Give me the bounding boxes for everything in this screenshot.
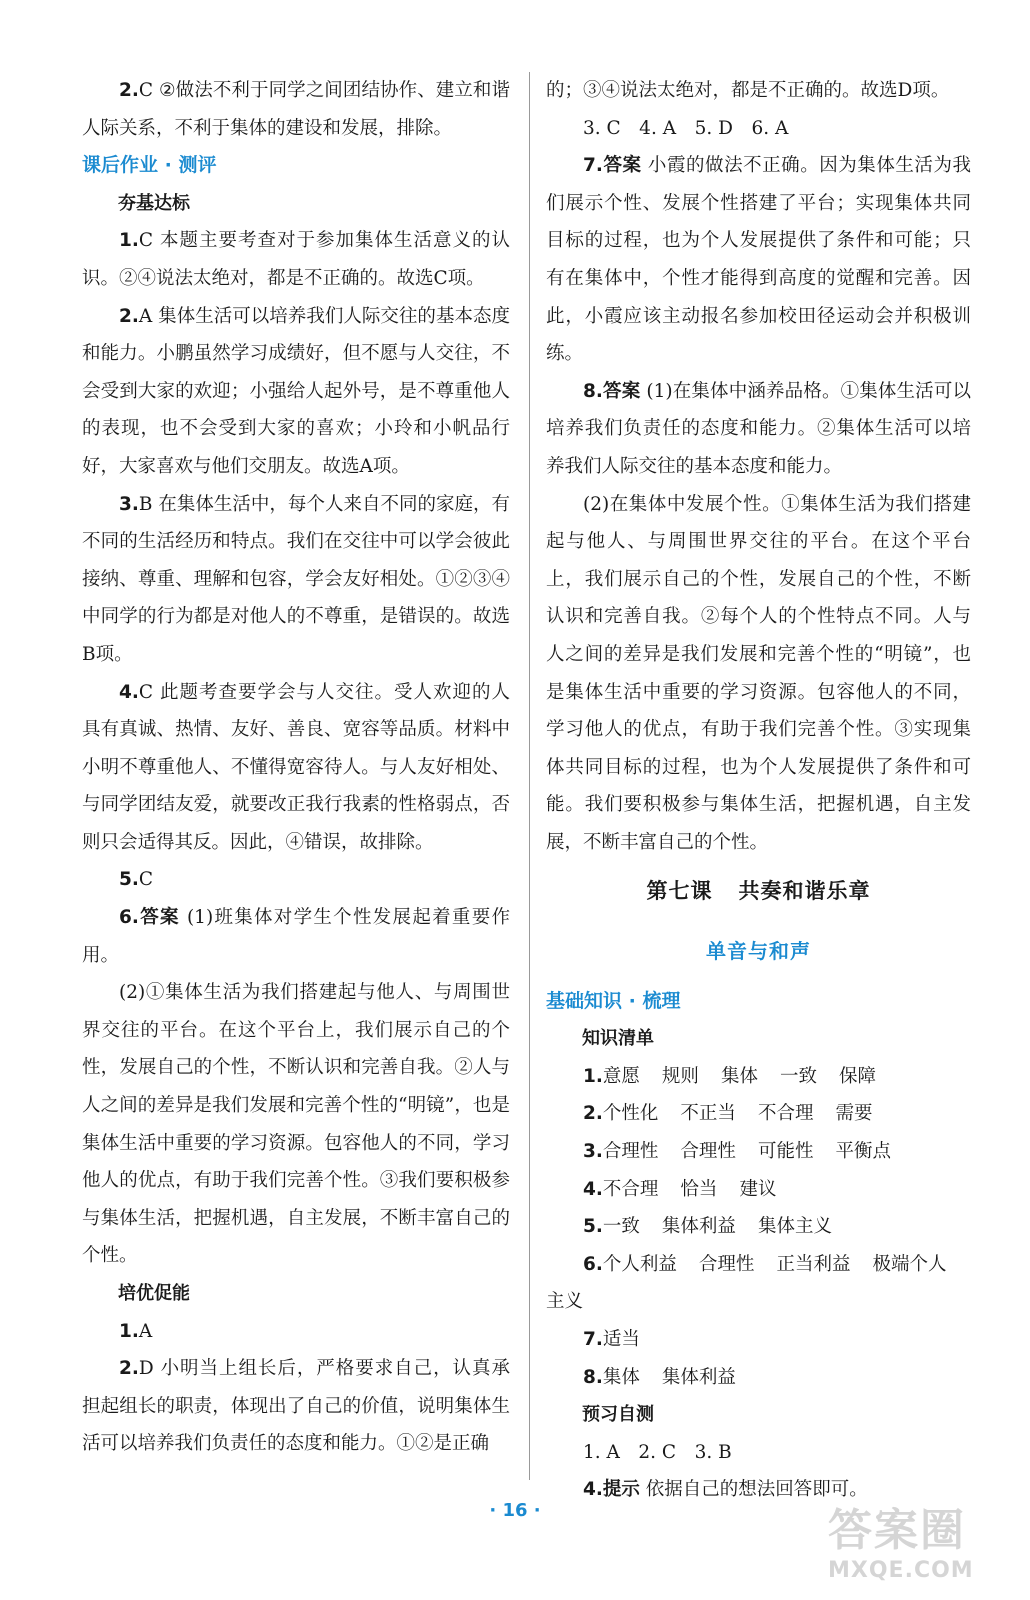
answer-item: 4.提示 依据自己的想法回答即可。 [583,1479,868,1501]
knowledge-item: 4.不合理 恰当 建议 [583,1178,777,1200]
knowledge-item: 6.个人利益 合理性 正当利益 极端个人 [583,1253,947,1275]
answer-item: 1.C 本题主要考查对于参加集体生活意义的认识。②④说法太绝对，都是不正确的。故选C项。 [82,230,510,289]
answer-item: 7.答案 小霞的做法不正确。因为集体生活为我们展示个性、发展个性搭建了平台；实现集体共同目标的过程，也为个人发展提供了条件和可能；只有在集体中，个性才能得到高度的觉醒和完善。因此，小霞应该主动报名参加校田径运动会并积极训练。 [546,155,971,365]
answer-paragraph: (2)在集体中发展个性。①集体生活为我们搭建起与他人、与周围世界交往的平台。在这个平台上，我们展示自己的个性，发展自己的个性，不断认识和完善自我。②每个人的个性特点不同。人与人之间的差异是我们发展和完善个性的“明镜”，也是集体生活中重要的学习资源。包容他人的不同，学习他人的优点，有助于我们完善个性。③实现集体共同目标的过程，也为个人发展提供了条件和可能。我们要积极参与集体生活，把握机遇，自主发展，不断丰富自己的个性。 [546,493,971,853]
answer-list: 3. C 4. A 5. D 6. A [583,117,789,139]
answer-item: 5.C [119,869,154,891]
watermark-logo: 答案圈 MXQE.COM [828,1505,974,1583]
knowledge-item: 7.适当 [583,1329,640,1350]
right-column [546,72,971,1509]
topic-title: 单音与和声 [706,939,811,964]
answer-item: 2.C ②做法不利于同学之间团结协作、建立和谐人际关系，不利于集体的建设和发展，排除。 [82,80,510,139]
knowledge-continuation: 主义 [546,1291,584,1313]
answer-item: 1.A [119,1320,153,1342]
left-column [82,72,510,1463]
answer-list: 1. A 2. C 3. B [583,1441,732,1463]
answer-item: 2.A 集体生活可以培养我们人际交往的基本态度和能力。小鹏虽然学习成绩好，但不愿与人交往，不会受到大家的欢迎；小强给人起外号，是不尊重他人的表现，也不会受到大家的喜欢；小玲和小帆品行好，大家喜欢与他们交朋友。故选A项。 [82,305,510,477]
answer-item: 6.答案 (1)班集体对学生个性发展起着重要作用。 [82,907,510,966]
knowledge-item: 3.合理性 合理性 可能性 平衡点 [583,1141,891,1163]
answer-item: 2.D 小明当上组长后，严格要求自己，认真承担起组长的职责，体现出了自己的价值，说明集体生活可以培养我们负责任的态度和能力。①②是正确 [82,1358,510,1455]
answer-paragraph: (2)①集体生活为我们搭建起与他人、与周围世界交往的平台。在这个平台上，我们展示自己的个性，发展自己的个性，不断认识和完善自我。②人与人之间的差异是我们发展和完善个性的“明镜”，也是集体生活中重要的学习资源。包容他人的不同，学习他人的优点，有助于我们完善个性。③我们要积极参与集体生活，把握机遇，自主发展，不断丰富自己的个性。 [82,982,510,1267]
section-heading: 课后作业 · 测评 [82,154,217,177]
answer-item: 8.答案 (1)在集体中涵养品格。①集体生活可以培养我们负责任的态度和能力。②集体生活可以培养我们人际交往的基本态度和能力。 [546,380,971,477]
column-divider [529,72,530,1480]
subsection-heading: 夯基达标 [118,192,190,214]
answer-item: 3.B 在集体生活中，每个人来自不同的家庭，有不同的生活经历和特点。我们在交往中可以学会彼此接纳、尊重、理解和包容，学会友好相处。①②③④中同学的行为都是对他人的不尊重，是错误的。故选B项。 [82,493,510,665]
knowledge-item: 2.个性化 不正当 不合理 需要 [583,1103,873,1125]
knowledge-item: 1.意愿 规则 集体 一致 保障 [583,1065,876,1087]
knowledge-item: 5.一致 集体利益 集体主义 [583,1216,832,1238]
subsection-heading: 培优促能 [118,1283,190,1304]
lesson-title: 第七课 共奏和谐乐章 [646,879,871,904]
subsection-heading: 知识清单 [582,1028,654,1050]
section-heading: 基础知识 · 梳理 [546,989,681,1012]
knowledge-item: 8.集体 集体利益 [583,1366,736,1388]
subsection-heading: 预习自测 [582,1404,654,1426]
answer-continuation: 的；③④说法太绝对，都是不正确的。故选D项。 [546,80,950,101]
page-number: · 16 · [489,1500,541,1521]
answer-item: 4.C 此题考查要学会与人交往。受人欢迎的人具有真诚、热情、友好、善良、宽容等品质。材料中小明不尊重他人、不懂得宽容待人。与人友好相处、与同学团结友爱，就要改正我行我素的性格弱点，否则只会适得其反。因此，④错误，故排除。 [82,681,510,853]
